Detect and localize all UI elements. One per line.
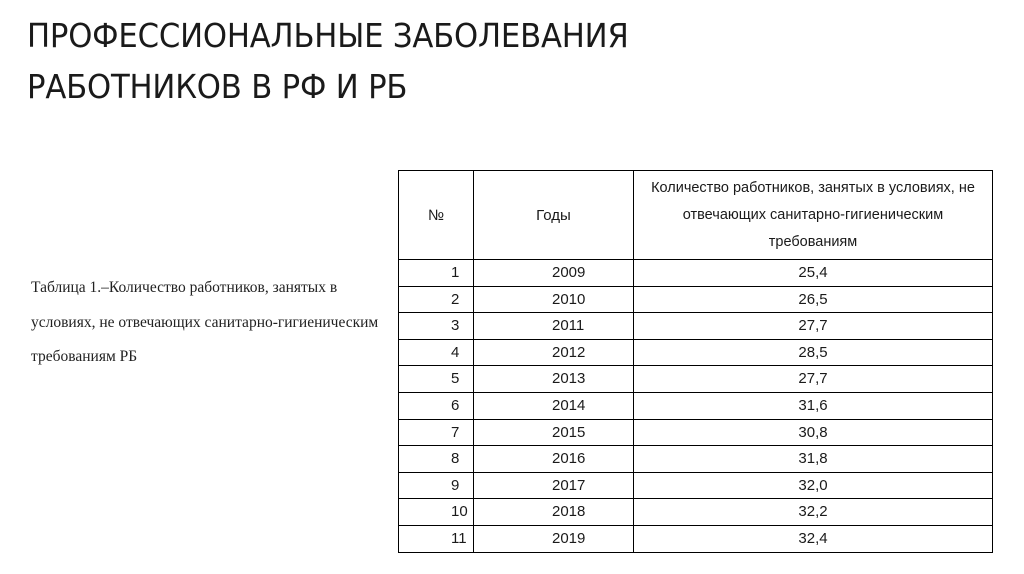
table-row bbox=[399, 446, 993, 473]
data-table bbox=[398, 170, 993, 553]
cell-year: 2013 bbox=[474, 366, 634, 393]
table-header bbox=[399, 171, 993, 260]
cell-value: 31,6 bbox=[634, 392, 993, 419]
cell-value: 27,7 bbox=[634, 313, 993, 340]
cell-year: 2015 bbox=[474, 419, 634, 446]
table-body bbox=[399, 260, 993, 553]
header-description: Количество работников, занятых в условиях, не отвечающих санитарно-гигиеническим требованиям bbox=[634, 171, 993, 260]
cell-num: 3 bbox=[399, 313, 474, 340]
table-row bbox=[399, 339, 993, 366]
cell-num: 8 bbox=[399, 446, 474, 473]
cell-value: 32,2 bbox=[634, 499, 993, 526]
cell-value: 30,8 bbox=[634, 419, 993, 446]
slide-title bbox=[27, 10, 864, 112]
slide-title-line-2: РАБОТНИКОВ В РФ И РБ bbox=[27, 67, 408, 106]
table-row bbox=[399, 392, 993, 419]
cell-value: 25,4 bbox=[634, 260, 993, 287]
slide-title-line-1: ПРОФЕССИОНАЛЬНЫЕ ЗАБОЛЕВАНИЯ bbox=[27, 16, 629, 55]
cell-num: 9 bbox=[399, 472, 474, 499]
cell-num: 6 bbox=[399, 392, 474, 419]
table-caption: Таблица 1.–Количество работников, занятых в условиях, не отвечающих санитарно-гигиеническим требованиям РБ bbox=[31, 279, 379, 365]
cell-value: 32,4 bbox=[634, 525, 993, 552]
cell-num: 1 bbox=[399, 260, 474, 287]
cell-value: 28,5 bbox=[634, 339, 993, 366]
table-row bbox=[399, 260, 993, 287]
table-header-row bbox=[399, 171, 993, 260]
header-year: Годы bbox=[474, 171, 634, 260]
cell-num: 10 bbox=[399, 499, 474, 526]
cell-year: 2012 bbox=[474, 339, 634, 366]
cell-num: 4 bbox=[399, 339, 474, 366]
table-row bbox=[399, 499, 993, 526]
table-row bbox=[399, 472, 993, 499]
cell-year: 2018 bbox=[474, 499, 634, 526]
cell-year: 2010 bbox=[474, 286, 634, 313]
table-row bbox=[399, 286, 993, 313]
cell-year: 2011 bbox=[474, 313, 634, 340]
cell-value: 32,0 bbox=[634, 472, 993, 499]
cell-num: 5 bbox=[399, 366, 474, 393]
cell-year: 2016 bbox=[474, 446, 634, 473]
cell-year: 2017 bbox=[474, 472, 634, 499]
cell-num: 11 bbox=[399, 525, 474, 552]
cell-year: 2019 bbox=[474, 525, 634, 552]
table-row bbox=[399, 313, 993, 340]
cell-value: 26,5 bbox=[634, 286, 993, 313]
cell-num: 7 bbox=[399, 419, 474, 446]
cell-year: 2014 bbox=[474, 392, 634, 419]
cell-value: 27,7 bbox=[634, 366, 993, 393]
table-row bbox=[399, 525, 993, 552]
header-num: № bbox=[399, 171, 474, 260]
cell-num: 2 bbox=[399, 286, 474, 313]
table-row bbox=[399, 419, 993, 446]
table-row bbox=[399, 366, 993, 393]
cell-value: 31,8 bbox=[634, 446, 993, 473]
cell-year: 2009 bbox=[474, 260, 634, 287]
